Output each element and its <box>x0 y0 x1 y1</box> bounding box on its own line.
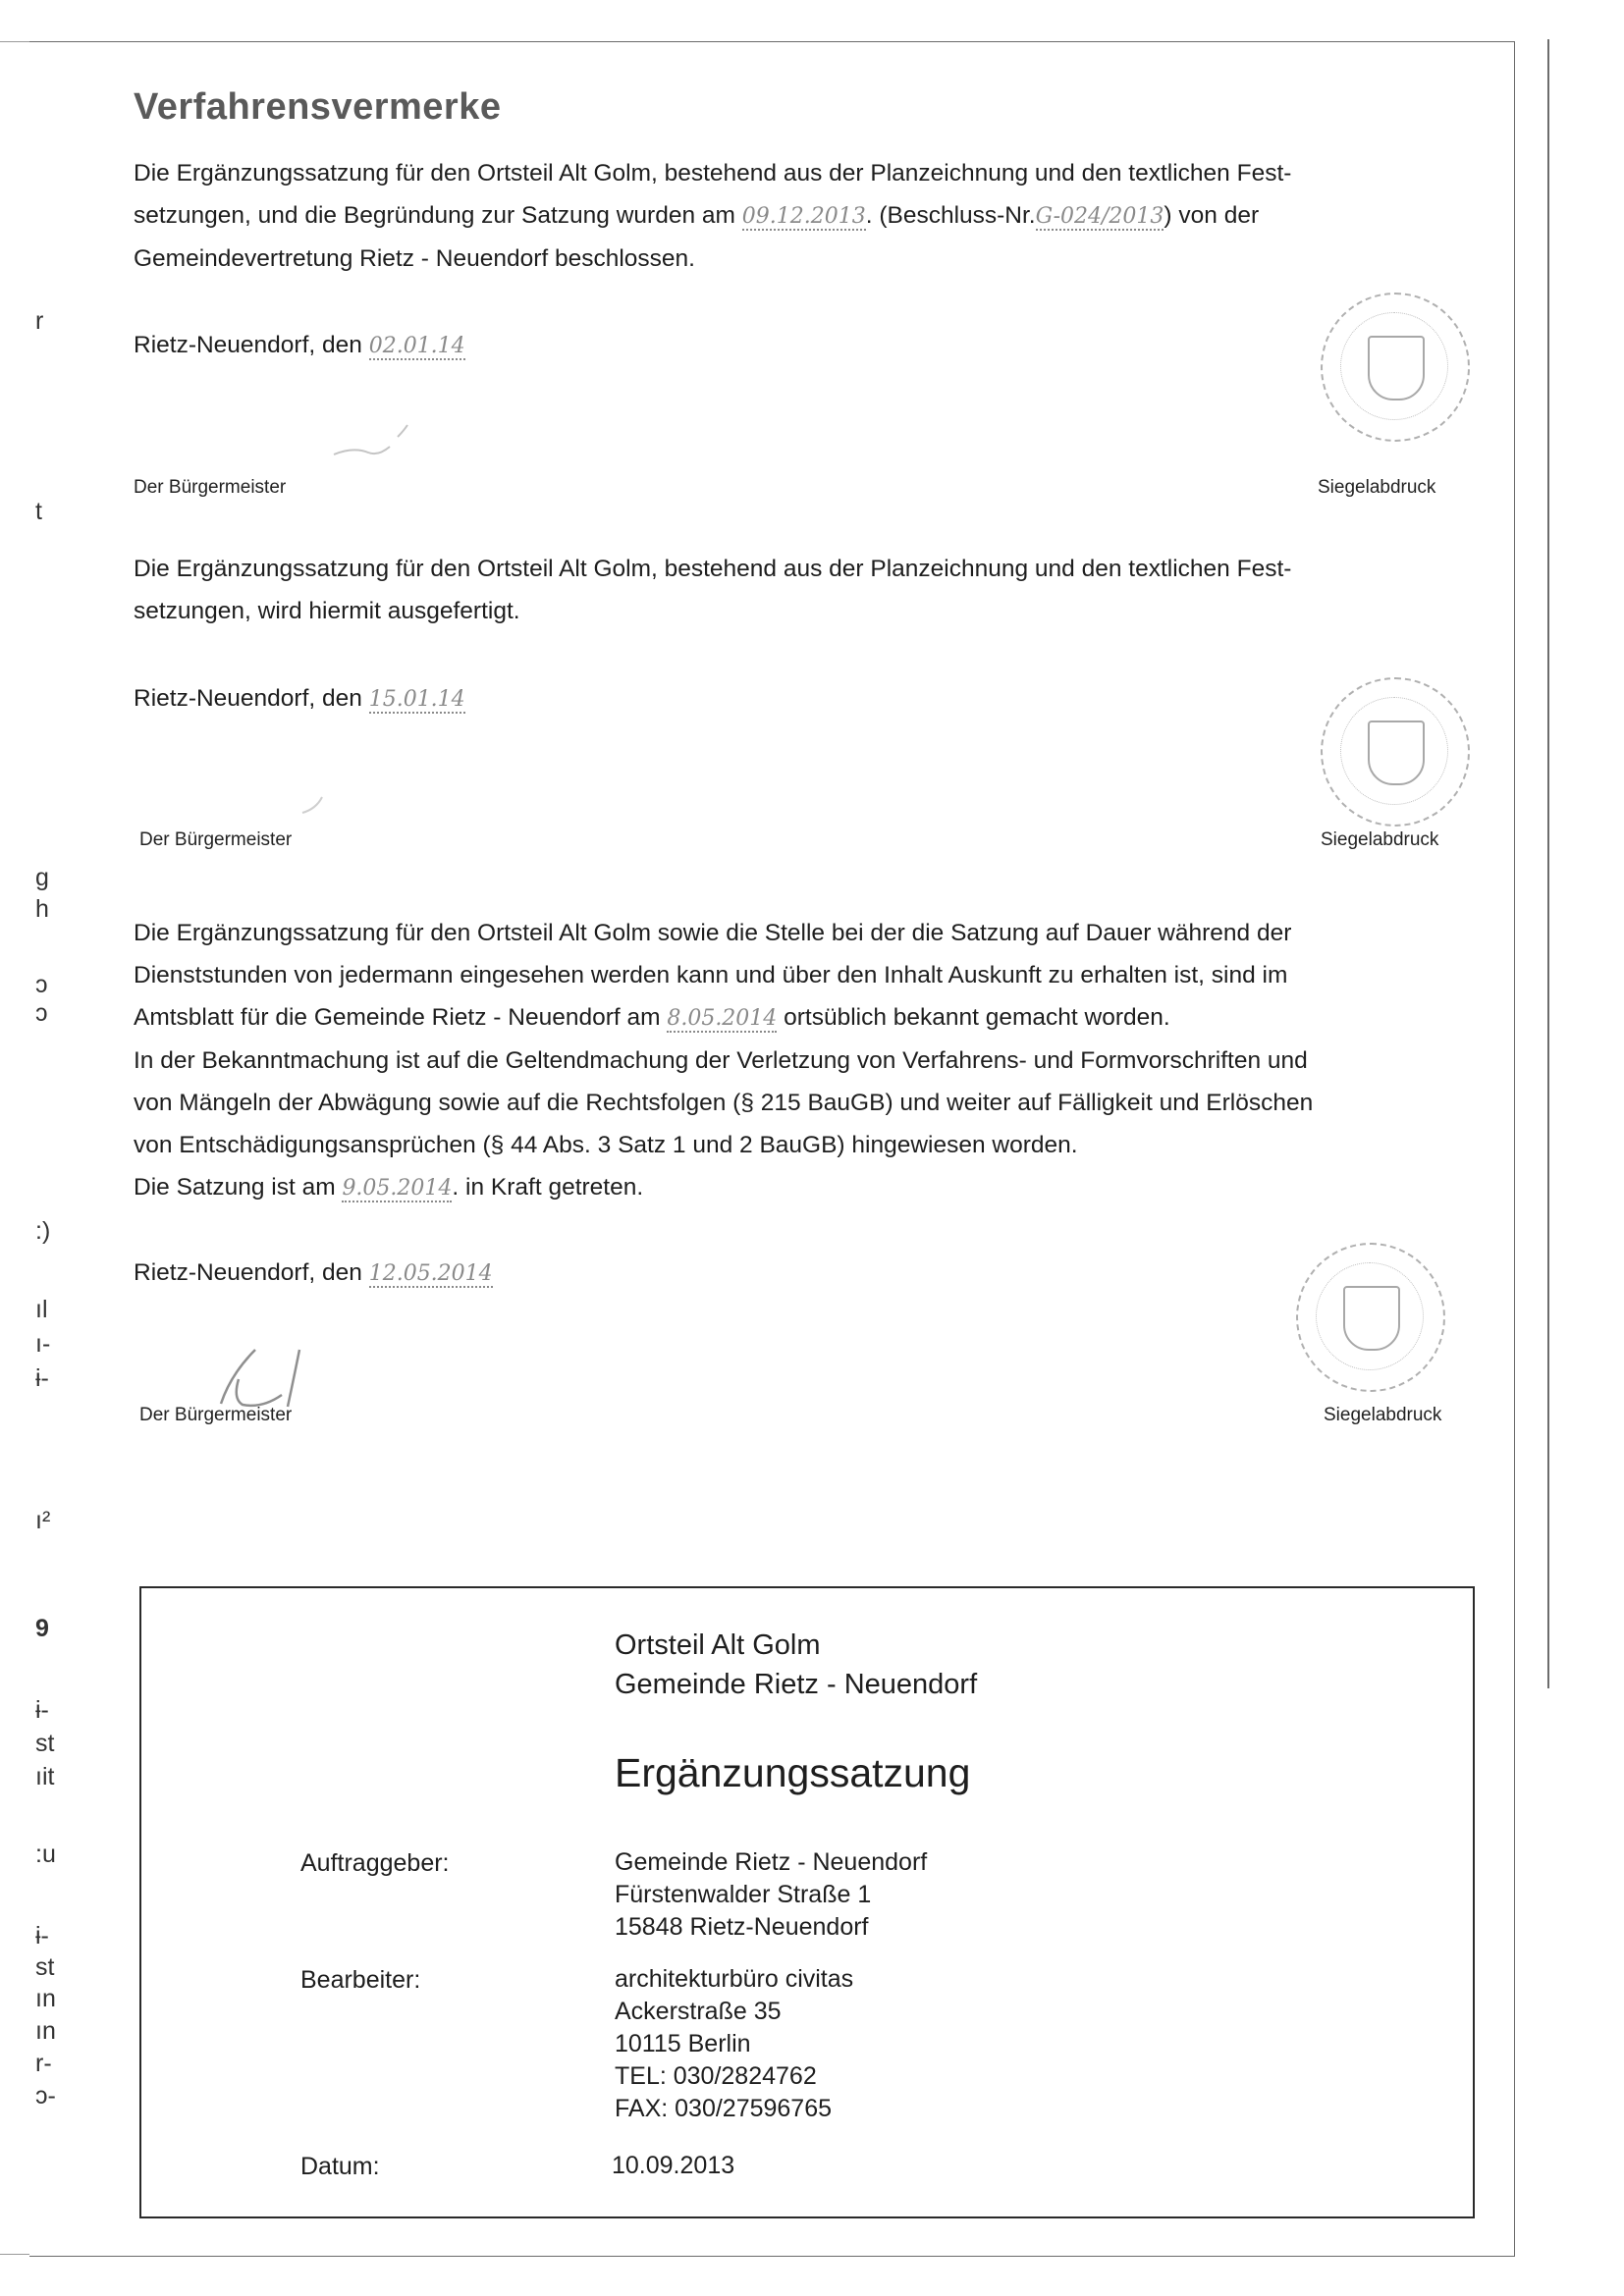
seal-label: Siegelabdruck <box>1318 477 1436 498</box>
seal-label: Siegelabdruck <box>1321 829 1439 850</box>
margin-fragment: 9 <box>35 1615 49 1642</box>
margin-fragment: ıit <box>35 1763 55 1790</box>
margin-fragment: ıl <box>35 1296 48 1323</box>
place-date-label: Rietz-Neuendorf, den <box>134 1259 362 1286</box>
place-date-label: Rietz-Neuendorf, den <box>134 685 362 712</box>
margin-fragment: r- <box>35 2050 52 2077</box>
handwritten-date: 12.05.2014 <box>368 1261 493 1286</box>
scan-edge-right <box>1547 39 1549 1688</box>
margin-fragment: ı² <box>35 1507 51 1534</box>
document-date: 10.09.2013 <box>612 2152 735 2179</box>
district-name: Ortsteil Alt Golm <box>615 1629 821 1661</box>
text-line: von Entschädigungsansprüchen (§ 44 Abs. 3 Satz 1 und 2 BauGB) hingewiesen worden. <box>134 1132 1078 1158</box>
scan-edge-top-left <box>0 41 29 42</box>
handwritten-date: 09.12.2013 <box>741 204 866 229</box>
text-segment: ortsüblich bekannt gemacht worden. <box>784 1004 1170 1031</box>
address-line: Gemeinde Rietz - Neuendorf <box>615 1848 928 1876</box>
margin-fragment: st <box>35 1730 55 1757</box>
text-segment: Amtsblatt für die Gemeinde Rietz - Neuendorf am <box>134 1004 661 1031</box>
signature-icon <box>329 417 437 466</box>
margin-fragment: ɔ- <box>35 2082 56 2109</box>
fax-line: FAX: 030/27596765 <box>615 2095 833 2122</box>
margin-fragment: ɨ- <box>35 1364 49 1392</box>
margin-fragment: ɨ- <box>35 1696 49 1724</box>
margin-fragment: t <box>35 498 42 525</box>
place-date-label: Rietz-Neuendorf, den <box>134 332 362 358</box>
text-line: setzungen, wird hiermit ausgefertigt. <box>134 598 520 624</box>
handwritten-date: 9.05.2014 <box>342 1176 453 1201</box>
place-date-line <box>134 677 1469 721</box>
address-line: Ackerstraße 35 <box>615 1998 782 2025</box>
text-segment: setzungen, und die Begründung zur Satzung wurden am <box>134 202 735 229</box>
coat-of-arms-icon <box>1368 721 1425 785</box>
text-line <box>134 996 1469 1040</box>
page-title: Verfahrensvermerke <box>134 86 502 128</box>
official-seal-icon <box>1321 293 1470 442</box>
signer-label: Der Bürgermeister <box>139 829 293 850</box>
margin-fragment: r <box>35 307 44 335</box>
text-line <box>134 1166 1469 1209</box>
text-line: Die Ergänzungssatzung für den Ortsteil Alt Golm, bestehend aus der Planzeichnung und den textlichen Fest- <box>134 160 1292 187</box>
text-segment: . in Kraft getreten. <box>452 1174 644 1201</box>
contractor-address <box>615 1963 853 2125</box>
procedure-note-publication <box>134 912 1469 1209</box>
handwritten-date: 15.01.14 <box>368 687 465 712</box>
signer-label: Der Bürgermeister <box>139 1405 293 1425</box>
place-date-line <box>134 1252 1469 1295</box>
text-line: von Mängeln der Abwägung sowie auf die Rechtsfolgen (§ 215 BauGB) und weiter auf Fälligkeit und Erlöschen <box>134 1090 1314 1116</box>
address-line: architekturbüro civitas <box>615 1965 854 1993</box>
margin-fragment: g <box>35 864 49 891</box>
address-line: 15848 Rietz-Neuendorf <box>615 1913 869 1941</box>
margin-fragment: h <box>35 895 49 923</box>
phone-line: TEL: 030/2824762 <box>615 2062 817 2090</box>
place-date-line <box>134 324 1469 367</box>
margin-fragment: ı- <box>35 1330 51 1358</box>
municipality-name: Gemeinde Rietz - Neuendorf <box>615 1669 978 1700</box>
official-seal-icon <box>1321 677 1470 827</box>
text-line: Gemeindevertretung Rietz - Neuendorf beschlossen. <box>134 245 695 272</box>
handwritten-date: 02.01.14 <box>368 334 465 358</box>
signer-label: Der Bürgermeister <box>134 477 287 498</box>
text-line: In der Bekanntmachung ist auf die Geltendmachung der Verletzung von Verfahrens- und Formvorschriften und <box>134 1047 1308 1074</box>
text-line: Die Ergänzungssatzung für den Ortsteil Alt Golm, bestehend aus der Planzeichnung und den textlichen Fest- <box>134 556 1292 582</box>
margin-fragment: :u <box>35 1841 56 1868</box>
procedure-note-resolution <box>134 152 1469 280</box>
text-line: Die Ergänzungssatzung für den Ortsteil Alt Golm sowie die Stelle bei der die Satzung auf Dauer während der <box>134 920 1292 946</box>
signature-icon <box>295 783 353 823</box>
margin-fragment: ın <box>35 2017 56 2045</box>
margin-fragment: ın <box>35 1985 56 2012</box>
text-line <box>134 194 1469 238</box>
text-segment: Die Satzung ist am <box>134 1174 336 1201</box>
text-segment: ) von der <box>1164 202 1260 229</box>
date-label: Datum: <box>300 2153 380 2180</box>
text-line: Dienststunden von jedermann eingesehen werden kann und über den Inhalt Auskunft zu erhalten ist, sind im <box>134 962 1288 988</box>
margin-fragment: st <box>35 1953 55 1981</box>
procedure-note-execution <box>134 548 1469 632</box>
handwritten-resolution-number: G-024/2013 <box>1035 204 1164 229</box>
client-address <box>615 1846 927 1944</box>
document-type: Ergänzungssatzung <box>615 1750 971 1795</box>
margin-fragment: ɔ <box>35 971 48 998</box>
margin-fragment: ɔ <box>35 999 48 1027</box>
coat-of-arms-icon <box>1368 336 1425 400</box>
text-segment: . (Beschluss-Nr. <box>865 202 1036 229</box>
margin-fragment: :) <box>35 1217 51 1245</box>
coat-of-arms-icon <box>1343 1286 1400 1351</box>
address-line: Fürstenwalder Straße 1 <box>615 1881 872 1908</box>
address-line: 10115 Berlin <box>615 2030 751 2057</box>
handwritten-date: 8.05.2014 <box>667 1006 778 1031</box>
client-label: Auftraggeber: <box>300 1849 450 1877</box>
seal-label: Siegelabdruck <box>1324 1405 1442 1425</box>
scan-edge-bottom-left <box>0 2254 29 2255</box>
contractor-label: Bearbeiter: <box>300 1966 421 1994</box>
margin-fragment: ɨ- <box>35 1922 49 1949</box>
official-seal-icon <box>1296 1243 1445 1392</box>
